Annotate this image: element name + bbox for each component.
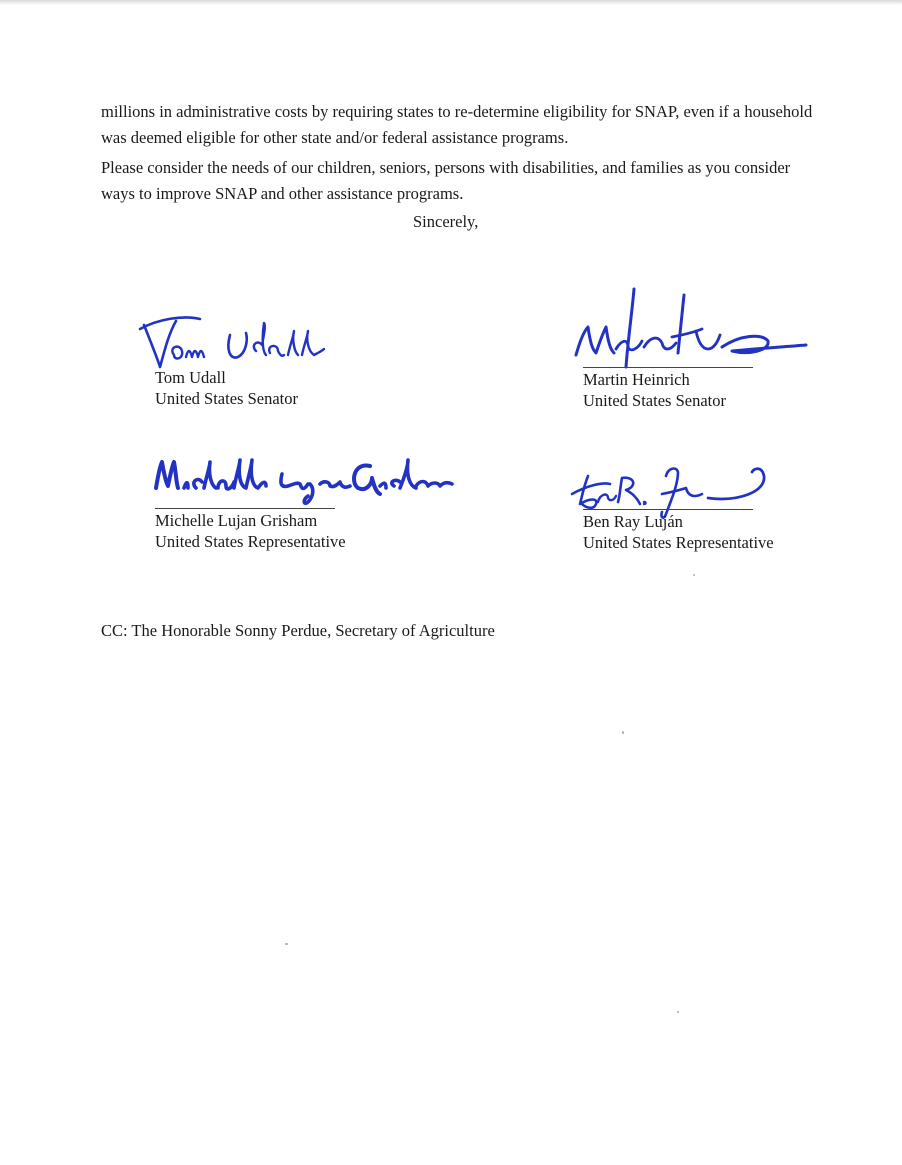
signatory-name: Michelle Lujan Grisham — [155, 511, 318, 530]
scan-edge — [0, 0, 902, 5]
paragraph-eligibility: millions in administrative costs by requiring states to re-determine eligibility for SNAP, even if a household was deemed eligible for other state and/or federal assistance programs. — [101, 102, 813, 147]
scan-speck — [285, 943, 288, 945]
signature-martin-heinrich — [572, 283, 812, 373]
signature-line — [155, 508, 335, 509]
signatory-tom-udall — [155, 367, 298, 409]
signatory-name: Martin Heinrich — [583, 370, 690, 389]
scan-speck — [693, 574, 695, 576]
closing-salutation: Sincerely, — [413, 212, 479, 231]
signatory-michelle-lujan-grisham — [155, 508, 346, 552]
signatory-title: United States Representative — [155, 532, 346, 551]
signature-line — [583, 367, 753, 368]
signatory-name: Ben Ray Luján — [583, 512, 683, 531]
signatory-ben-ray-lujan — [583, 509, 774, 553]
scan-speck — [677, 1011, 679, 1013]
cc-line: CC: The Honorable Sonny Perdue, Secretary of Agriculture — [101, 621, 495, 640]
signature-line — [583, 509, 753, 510]
signatory-title: United States Representative — [583, 533, 774, 552]
signature-michelle-lujan-grisham — [154, 452, 454, 508]
signatory-title: United States Senator — [155, 389, 298, 408]
signatory-title: United States Senator — [583, 391, 726, 410]
scan-speck — [622, 731, 624, 734]
signatory-martin-heinrich — [583, 367, 753, 411]
signatory-name: Tom Udall — [155, 368, 226, 387]
paragraph-consideration: Please consider the needs of our children, seniors, persons with disabilities, and families as you consider ways to improve SNAP and other assistance programs. — [101, 158, 791, 203]
